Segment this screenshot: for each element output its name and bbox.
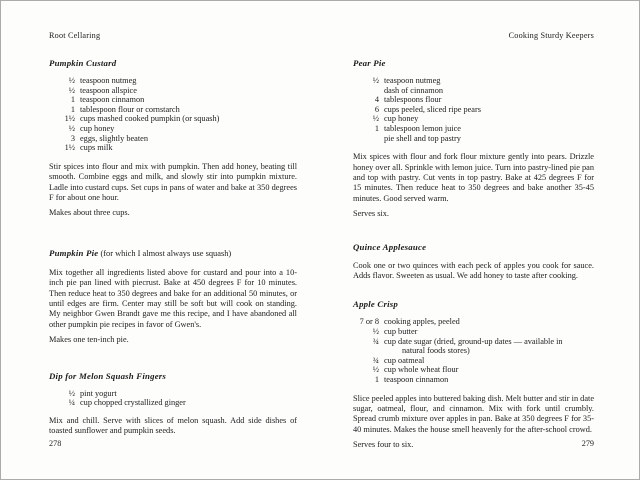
ingredient-text: tablespoons flour — [384, 95, 442, 105]
recipe-paragraph: Mix together all ingredients listed above for custard and pour into a 10-inch pie pan lined with piecrust. Bake at 450 degrees F for 10 minutes. Then reduce heat to 350 degrees and bake for an additional 50 minutes, or until edges are firm. Center may still be soft but will cook on standing. My neighbor Gwen Brandt gave me this recipe, and I have abandoned all other pumpkin pie recipes in favor of Gwen's. — [49, 267, 297, 329]
ingredient-list-dip — [49, 389, 297, 408]
ingredient-row — [49, 143, 297, 153]
ingredient-quantity: ½ — [68, 388, 75, 398]
ingredient-quantity: 1½ — [64, 143, 75, 153]
ingredient-row — [353, 86, 594, 96]
recipe-yield: Serves six. — [353, 209, 389, 219]
ingredient-list-apple-crisp — [353, 317, 594, 384]
ingredient-quantity: 1 — [70, 95, 75, 105]
ingredient-text: pint yogurt — [80, 388, 117, 398]
ingredient-text: tablespoon flour or cornstarch — [80, 104, 180, 114]
ingredient-row — [49, 105, 297, 115]
ingredient-row — [49, 124, 297, 134]
ingredient-quantity: ½ — [372, 365, 379, 375]
ingredient-text: cups peeled, sliced ripe pears — [384, 104, 481, 114]
ingredient-quantity: 3 — [70, 133, 75, 143]
ingredient-row — [49, 134, 297, 144]
ingredient-row — [353, 317, 594, 327]
ingredient-quantity: ½ — [372, 327, 379, 336]
ingredient-quantity: ¾ — [372, 355, 379, 365]
ingredient-quantity — [353, 86, 379, 96]
left-page — [49, 1, 297, 480]
ingredient-row — [353, 365, 594, 375]
recipe-title-quince — [353, 242, 594, 252]
ingredient-row — [353, 105, 594, 115]
recipe-title-text: Apple Crisp — [353, 299, 398, 310]
recipe-yield: Serves four to six. — [353, 440, 414, 450]
ingredient-quantity: ½ — [68, 85, 75, 95]
ingredient-text: cups milk — [80, 143, 113, 153]
ingredient-row — [353, 337, 594, 347]
ingredient-text: cup butter — [384, 327, 418, 336]
ingredient-row — [49, 398, 297, 408]
ingredient-text: teaspoon allspice — [80, 85, 137, 95]
ingredient-row — [353, 95, 594, 105]
ingredient-row — [353, 124, 594, 134]
ingredient-text: cup whole wheat flour — [384, 365, 459, 375]
ingredient-quantity: ½ — [68, 76, 75, 85]
recipe-paragraph: Mix spices with flour and fork flour mixture gently into pears. Drizzle honey over all. Sprinkle with lemon juice. Turn into pastry-lined pie pan and top with pastry. Cut vents in top pastry. Bake at 425 degrees F for 15 minutes. Then reduce heat to 350 degrees and bake another 35-45 minutes. Good served warm. — [353, 152, 594, 203]
ingredient-quantity: ½ — [68, 123, 75, 133]
recipe-paragraph: Stir spices into flour and mix with pumpkin. Then add honey, beating till smooth. Combine eggs and milk, and slowly stir into pumpkin mixture. Ladle into custard cups. Set cups in pans of water and bake at 350 degrees F for about one hour. — [49, 161, 297, 202]
ingredient-text-continuation: natural foods stores) — [402, 346, 470, 356]
ingredient-text: teaspoon cinnamon — [384, 374, 449, 384]
ingredient-row — [353, 134, 594, 144]
running-header-right: Cooking Sturdy Keepers — [508, 31, 594, 40]
recipe-paragraph: Cook one or two quinces with each peck of apples you cook for sauce. Adds flavor. Sweeten as usual. We add honey to taste after cooking. — [353, 260, 594, 280]
recipe-title-text: Quince Applesauce — [353, 241, 427, 252]
ingredient-text: cup oatmeal — [384, 355, 425, 365]
ingredient-quantity: 1½ — [64, 114, 75, 124]
recipe-title-dip — [49, 371, 297, 381]
recipe-yield: Makes about three cups. — [49, 208, 130, 218]
right-page — [353, 1, 594, 480]
ingredient-quantity: ½ — [372, 114, 379, 124]
ingredient-row — [49, 76, 297, 86]
ingredient-text: teaspoon nutmeg — [384, 76, 441, 85]
ingredient-text: eggs, slightly beaten — [80, 133, 148, 143]
recipe-title-text: Dip for Melon Squash Fingers — [49, 370, 167, 381]
ingredient-quantity: 1 — [70, 104, 75, 114]
page-number-left: 278 — [49, 439, 62, 448]
ingredient-quantity: 7 or 8 — [359, 317, 379, 327]
recipe-title-text: Pumpkin Pie — [49, 247, 99, 258]
page-number-right: 279 — [581, 439, 594, 448]
ingredient-quantity: ¼ — [68, 398, 75, 408]
ingredient-quantity: 1 — [374, 374, 379, 384]
ingredient-text: pie shell and top pastry — [384, 133, 461, 143]
ingredient-row — [49, 389, 297, 399]
ingredient-quantity: 4 — [374, 95, 379, 105]
recipe-title-apple-crisp — [353, 299, 594, 309]
ingredient-text: cup date sugar (dried, ground-up dates — available in — [384, 336, 563, 346]
recipe-title-pumpkin-pie — [49, 248, 297, 259]
recipe-yield: Makes one ten-inch pie. — [49, 335, 129, 345]
ingredient-row — [353, 375, 594, 385]
ingredient-list-pumpkin-custard — [49, 76, 297, 153]
ingredient-text: cup honey — [80, 123, 115, 133]
ingredient-row — [353, 76, 594, 86]
ingredient-text: cup chopped crystallized ginger — [80, 398, 186, 408]
ingredient-text: cup honey — [384, 114, 419, 124]
ingredient-row — [353, 327, 594, 337]
ingredient-text: tablespoon lemon juice — [384, 123, 461, 133]
ingredient-row — [353, 356, 594, 366]
ingredient-text: teaspoon cinnamon — [80, 95, 145, 105]
ingredient-text: cooking apples, peeled — [384, 317, 460, 327]
running-header-left: Root Cellaring — [49, 31, 101, 40]
ingredient-quantity: 1 — [374, 123, 379, 133]
ingredient-quantity: 6 — [374, 104, 379, 114]
ingredient-row — [49, 86, 297, 96]
recipe-title-text: Pumpkin Custard — [49, 58, 117, 68]
ingredient-quantity — [353, 134, 379, 144]
ingredient-text: cups mashed cooked pumpkin (or squash) — [80, 114, 220, 124]
ingredient-row — [49, 114, 297, 124]
ingredient-text: teaspoon nutmeg — [80, 76, 137, 85]
ingredient-row — [49, 95, 297, 105]
ingredient-quantity: ½ — [372, 76, 379, 85]
ingredient-quantity: ¾ — [372, 336, 379, 346]
ingredient-text: dash of cinnamon — [384, 85, 443, 95]
recipe-paragraph: Mix and chill. Serve with slices of melon squash. Add side dishes of toasted sunflower and pumpkin seeds. — [49, 415, 297, 436]
recipe-title-pumpkin-custard — [49, 58, 297, 68]
ingredient-row — [353, 114, 594, 124]
recipe-title-note: (for which I almost always use squash) — [98, 248, 232, 258]
recipe-title-text: Pear Pie — [353, 58, 386, 68]
ingredient-list-pear-pie — [353, 76, 594, 143]
recipe-paragraph: Slice peeled apples into buttered baking dish. Melt butter and stir in date sugar, oatmeal, flour, and cinnamon. Mix with fork until crumbly. Spread crumb mixture over apples in pan. Bake at 350 degrees F for 35-40 minutes. Makes the house smell heavenly for the after-school crowd. — [353, 393, 594, 434]
recipe-title-pear-pie — [353, 58, 594, 68]
